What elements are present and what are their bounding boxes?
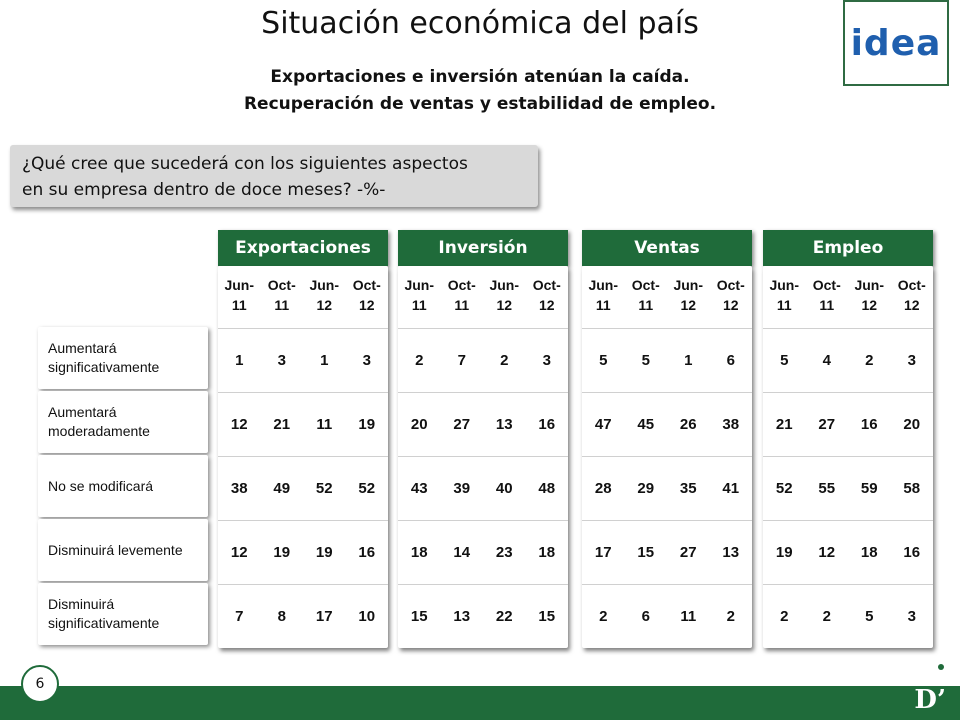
table-row — [582, 456, 752, 520]
group-3 — [763, 230, 933, 648]
question-line-2: en su empresa dentro de doce meses? -%- — [22, 180, 386, 200]
table-cell: 40 — [495, 480, 513, 497]
footer-bar — [0, 686, 960, 720]
table-cell: 5 — [780, 352, 789, 369]
table-cell: 26 — [679, 416, 697, 433]
subtitle-line-2: Recuperación de ventas y estabilidad de empleo. — [243, 94, 717, 114]
group-header: Inversión — [398, 230, 568, 266]
table-cell: 16 — [860, 416, 878, 433]
table-cell: 7 — [235, 608, 244, 625]
table-cell: 45 — [637, 416, 655, 433]
table-cell: 2 — [822, 608, 831, 625]
group-body — [398, 266, 568, 648]
table-cell: 2 — [415, 352, 424, 369]
table-row — [582, 328, 752, 392]
table-cell: 2 — [500, 352, 509, 369]
table-cell: 18 — [538, 544, 556, 561]
table-cell: 39 — [453, 480, 471, 497]
table-cell: 11 — [316, 416, 333, 433]
table-cell: 27 — [818, 416, 836, 433]
table-cell: 43 — [410, 480, 428, 497]
table-cell: 19 — [315, 544, 333, 561]
table-cell: 2 — [599, 608, 608, 625]
period-row — [218, 266, 388, 328]
period-label: Jun- 12 — [309, 277, 340, 313]
table-row — [218, 328, 388, 392]
table-cell: 27 — [679, 544, 697, 561]
group-header: Empleo — [763, 230, 933, 266]
table-row — [398, 392, 568, 456]
question-line-1: ¿Qué cree que sucederá con los siguientes aspectos — [22, 154, 468, 174]
table-cell: 5 — [599, 352, 608, 369]
period-label: Jun- 11 — [769, 277, 800, 313]
table-cell: 20 — [410, 416, 428, 433]
table-cell: 22 — [495, 608, 513, 625]
table-cell: 8 — [277, 608, 286, 625]
table-cell: 19 — [273, 544, 291, 561]
group-header: Ventas — [582, 230, 752, 266]
period-label: Oct- 12 — [897, 277, 926, 313]
table-cell: 5 — [641, 352, 650, 369]
group-0 — [218, 230, 388, 648]
row-label: Disminuirá levemente — [38, 519, 208, 581]
period-label: Oct- 11 — [631, 277, 660, 313]
table-cell: 5 — [865, 608, 874, 625]
table-cell: 18 — [860, 544, 878, 561]
group-header: Exportaciones — [218, 230, 388, 266]
table-cell: 13 — [722, 544, 740, 561]
period-row — [398, 266, 568, 328]
table-cell: 49 — [273, 480, 291, 497]
table-row — [218, 456, 388, 520]
page-subtitle — [0, 64, 960, 118]
table-cell: 12 — [818, 544, 836, 561]
period-row — [763, 266, 933, 328]
group-1 — [398, 230, 568, 648]
brand-mark: D’ — [914, 685, 946, 715]
table-cell: 29 — [637, 480, 655, 497]
table-cell: 20 — [903, 416, 921, 433]
group-body — [218, 266, 388, 648]
table-cell: 16 — [358, 544, 376, 561]
table-cell: 21 — [775, 416, 793, 433]
period-label: Jun- 12 — [854, 277, 885, 313]
table-cell: 3 — [907, 352, 916, 369]
table-cell: 2 — [780, 608, 789, 625]
table-cell: 3 — [362, 352, 371, 369]
row-label: Aumentará moderadamente — [38, 391, 208, 453]
subtitle-line-1: Exportaciones e inversión atenúan la caída. — [270, 67, 690, 87]
table-cell: 1 — [320, 352, 329, 369]
logo-text: idea — [850, 22, 942, 64]
group-body — [582, 266, 752, 648]
table-row — [763, 456, 933, 520]
table-cell: 48 — [538, 480, 556, 497]
period-row — [582, 266, 752, 328]
table-cell: 41 — [722, 480, 740, 497]
row-label: Aumentará significativamente — [38, 327, 208, 389]
table-cell: 3 — [542, 352, 551, 369]
table-row — [582, 520, 752, 584]
table-cell: 2 — [865, 352, 874, 369]
period-label: Jun- 11 — [404, 277, 435, 313]
table-cell: 17 — [315, 608, 333, 625]
table-cell: 1 — [235, 352, 244, 369]
group-2 — [582, 230, 752, 648]
row-label: Disminuirá significativamente — [38, 583, 208, 645]
table-row — [398, 328, 568, 392]
table-cell: 15 — [410, 608, 428, 625]
table-cell: 13 — [453, 608, 471, 625]
table-cell: 55 — [818, 480, 836, 497]
table-cell: 21 — [273, 416, 291, 433]
table-cell: 18 — [410, 544, 428, 561]
table-cell: 6 — [641, 608, 650, 625]
period-label: Jun- 12 — [673, 277, 704, 313]
table-cell: 10 — [358, 608, 376, 625]
period-label: Oct- 12 — [716, 277, 745, 313]
table-cell: 3 — [277, 352, 286, 369]
period-label: Oct- 11 — [267, 277, 296, 313]
period-label: Oct- 11 — [447, 277, 476, 313]
table-row — [218, 392, 388, 456]
table-row — [398, 456, 568, 520]
question-box — [10, 145, 538, 207]
table-cell: 6 — [726, 352, 735, 369]
table-cell: 52 — [315, 480, 333, 497]
table-cell: 52 — [775, 480, 793, 497]
table-cell: 12 — [230, 416, 248, 433]
table-cell: 38 — [230, 480, 248, 497]
period-label: Jun- 11 — [588, 277, 619, 313]
table-row — [582, 392, 752, 456]
table-cell: 52 — [358, 480, 376, 497]
table-cell: 35 — [679, 480, 697, 497]
decorative-dot — [938, 664, 944, 670]
table-row — [763, 584, 933, 648]
page-number: 6 — [21, 665, 59, 703]
table-cell: 3 — [907, 608, 916, 625]
table-cell: 19 — [775, 544, 793, 561]
table-cell: 1 — [684, 352, 693, 369]
table-row — [218, 584, 388, 648]
period-label: Oct- 12 — [532, 277, 561, 313]
table-cell: 15 — [637, 544, 655, 561]
table-cell: 11 — [680, 608, 697, 625]
table-row — [763, 392, 933, 456]
table-cell: 15 — [538, 608, 556, 625]
idea-logo — [843, 0, 949, 86]
table-cell: 28 — [594, 480, 612, 497]
table-row — [582, 584, 752, 648]
table-cell: 47 — [594, 416, 612, 433]
table-row — [218, 520, 388, 584]
row-labels — [38, 327, 208, 647]
table-cell: 12 — [230, 544, 248, 561]
table-cell: 17 — [594, 544, 612, 561]
table-cell: 16 — [903, 544, 921, 561]
table-row — [763, 328, 933, 392]
table-cell: 7 — [457, 352, 466, 369]
table-cell: 27 — [453, 416, 471, 433]
period-label: Jun- 11 — [224, 277, 255, 313]
table-cell: 58 — [903, 480, 921, 497]
table-cell: 23 — [495, 544, 513, 561]
period-label: Oct- 12 — [352, 277, 381, 313]
table-row — [398, 584, 568, 648]
page-title: Situación económica del país — [261, 6, 699, 41]
row-label: No se modificará — [38, 455, 208, 517]
table-cell: 2 — [726, 608, 735, 625]
table-cell: 19 — [358, 416, 376, 433]
table-cell: 13 — [495, 416, 513, 433]
group-body — [763, 266, 933, 648]
table-cell: 38 — [722, 416, 740, 433]
table-row — [398, 520, 568, 584]
table-row — [763, 520, 933, 584]
table-cell: 59 — [860, 480, 878, 497]
period-label: Jun- 12 — [489, 277, 520, 313]
period-label: Oct- 11 — [812, 277, 841, 313]
table-cell: 16 — [538, 416, 556, 433]
table-cell: 14 — [453, 544, 471, 561]
table-cell: 4 — [822, 352, 831, 369]
